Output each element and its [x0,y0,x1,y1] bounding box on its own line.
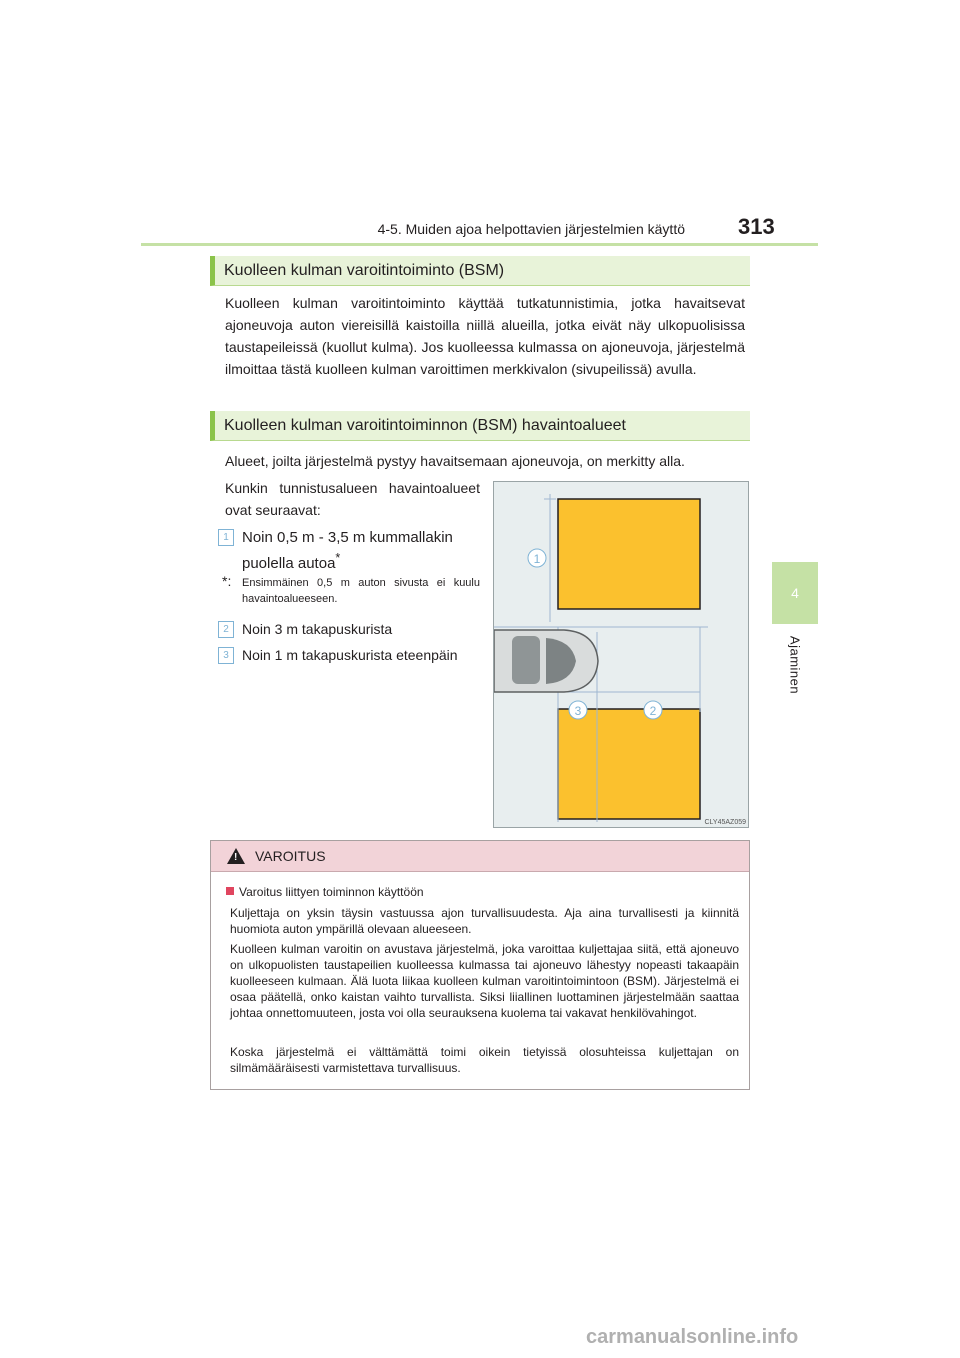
list-item-text: Noin 3 m takapuskurista [242,621,393,637]
callout-number: 1 [218,529,234,546]
car-top-view-icon [494,630,598,692]
callout-1-label: 1 [533,552,541,566]
footnote-text: Ensimmäinen 0,5 m auton sivusta ei kuulu havaintoalueeseen. [242,577,480,605]
warning-box [210,840,750,1090]
watermark: carmanualsonline.info [586,1326,799,1348]
callout-3 [569,701,587,719]
detection-area-svg [494,482,749,828]
warning-label: VAROITUS [255,848,326,864]
running-header: 4-5. Muiden ajoa helpottavien järjestelmien käyttö [377,221,685,237]
section-heading-text: Kuolleen kulman varoitintoiminnon (BSM) havaintoalueet [224,416,626,434]
warning-title [226,885,424,899]
list-item-text: Noin 1 m takapuskurista eteenpäin [242,647,458,663]
footnote-mark: *: [222,573,232,589]
detection-area-diagram [493,481,749,828]
areas-intro: Alueet, joilta järjestelmä pystyy havaitsemaan ajoneuvoja, on merkitty alla. [225,453,685,469]
lower-detection-zone [558,709,700,819]
bullet-square-icon [226,887,234,895]
section-heading-bsm [210,256,750,286]
callout-2-label: 2 [649,704,657,718]
chapter-label-text: Ajaminen [787,635,803,695]
warning-triangle-icon: ! [227,848,245,864]
section-heading-areas [210,411,750,441]
callout-number: 3 [218,647,234,664]
callout-1 [528,549,546,567]
warning-paragraph: Kuljettaja on yksin täysin vastuussa ajon turvallisuudesta. Aja aina turvallisesti ja kiinnitä huomiota auton ympärillä olevaan alueeseen. [230,906,739,936]
callout-2 [644,701,662,719]
chapter-number: 4 [791,585,799,601]
warning-paragraph: Kuolleen kulman varoitin on avustava järjestelmä, joka varoittaa kuljettajaa siitä, että ajoneuvo on ulkopuolisten taustapeilien kuolleessa kulmassa tai ajoneuvo lähestyy nopeasti takaapäin kuolleeseen kulmaan. Älä luota liikaa kuolleen kulman varoitintoimintoon (BSM). Järjestelmä ei osaa päätellä, onko kaistan vaihto turvallista. Siksi liiallinen luottaminen järjestelmään saattaa johtaa onnettomuuteen, josta voi olla seurauksena kuolema tai vakavat henkilövahingot. [230,942,739,1020]
footnote-marker: * [335,551,341,565]
figure-code: CLY45AZ059 [704,819,746,826]
list-item-text-body: Noin 0,5 m - 3,5 m kummallakin puolella autoa [242,529,453,572]
callout-3-label: 3 [574,704,582,718]
upper-detection-zone [558,499,700,609]
page-number: 313 [738,214,775,239]
footnote [222,573,480,607]
areas-lead: Kunkin tunnistusalueen havaintoalueet ovat seuraavat: [225,480,480,518]
section-heading-text: Kuolleen kulman varoitintoiminto (BSM) [224,261,505,279]
list-item-text [242,527,482,574]
chapter-label [786,630,804,700]
warning-title-text: Varoitus liittyen toiminnon käyttöön [239,885,424,899]
header-divider [141,243,818,246]
warning-header [211,841,749,872]
warning-paragraph: Koska järjestelmä ei välttämättä toimi oikein tietyissä olosuhteissa kuljettajan on silmämääräisesti varmistettava turvallisuus. [230,1045,739,1075]
section-paragraph: Kuolleen kulman varoitintoiminto käyttää tutkatunnistimia, jotka havaitsevat ajoneuvoja auton viereisillä kaistoilla niillä alueilla, jotka eivät näy ulkopuolisissa taustapeileissä (kuollut kulma). Jos kuolleessa kulmassa on ajoneuvoja, järjestelmä ilmoittaa tästä kuolleen kulman varoittimen merkkivalon (sivupeilissä) avulla. [225,295,745,377]
callout-number: 2 [218,621,234,638]
chapter-tab [772,562,818,624]
